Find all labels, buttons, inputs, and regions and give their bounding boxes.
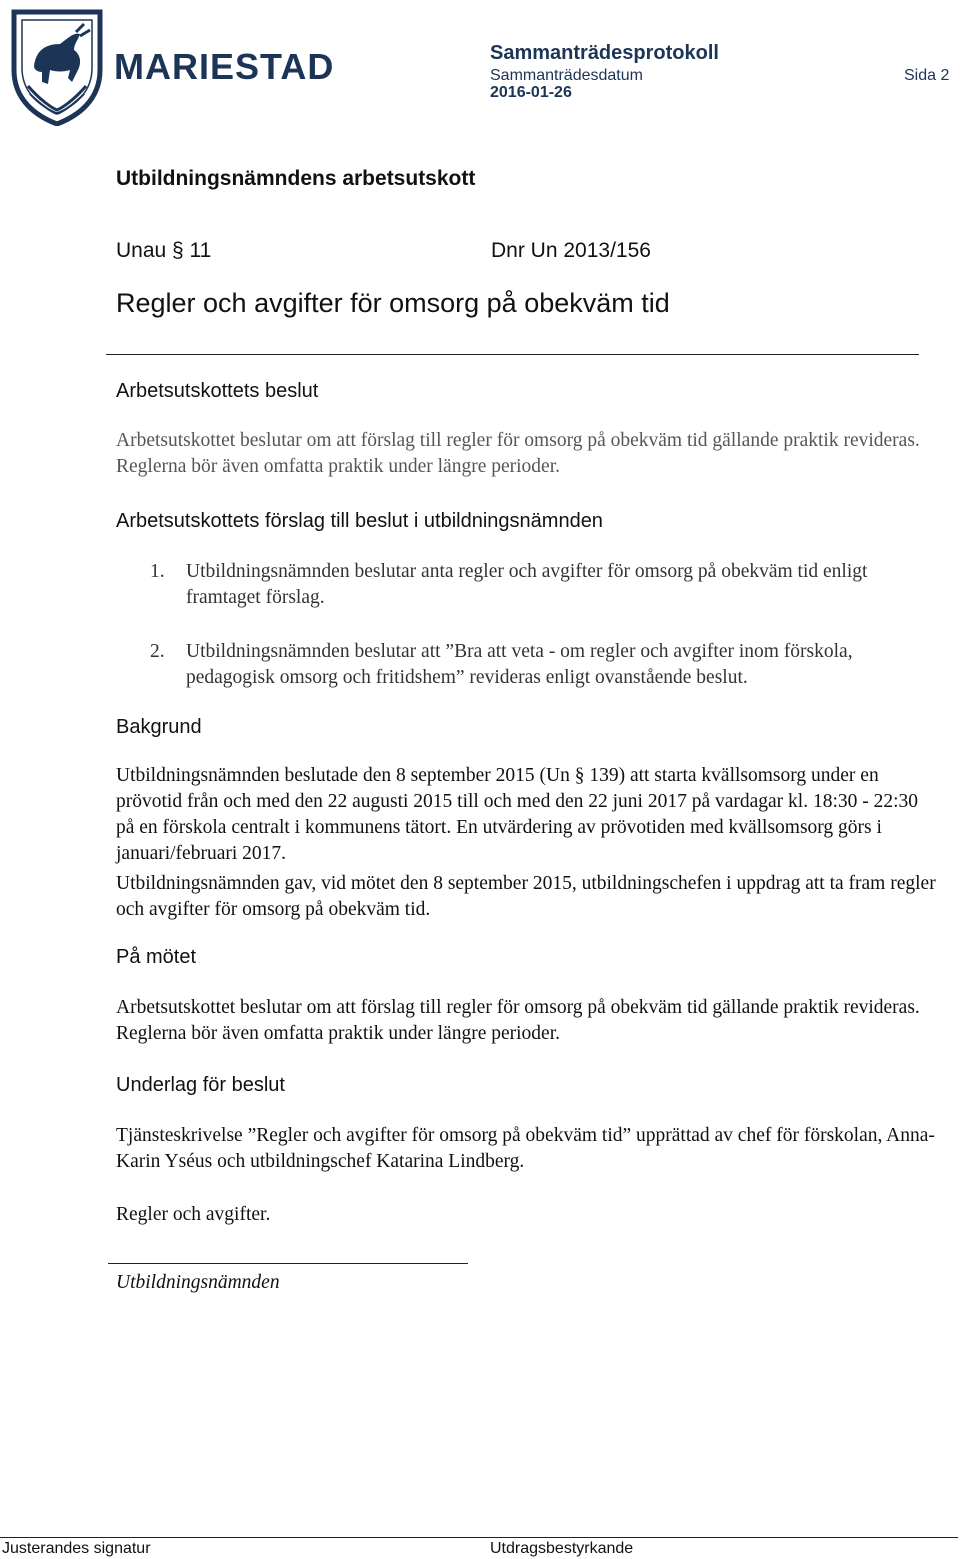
decision-heading: Arbetsutskottets beslut — [116, 380, 319, 402]
proposal-heading: Arbetsutskottets förslag till beslut i utbildningsnämnden — [116, 510, 603, 532]
page-number: Sida 2 — [904, 67, 950, 84]
brand-name: MARIESTAD — [114, 46, 335, 87]
document-type: Sammanträdesprotokoll — [490, 42, 719, 64]
footer-signature-label: Justerandes signatur — [2, 1540, 151, 1557]
meeting-text: Arbetsutskottet beslutar om att förslag till regler för omsorg på obekväm tid gällande praktik revideras. Reglerna bör även omfatta praktik under längre perioder. — [116, 997, 920, 1044]
committee-name: Utbildningsnämndens arbetsutskott — [116, 167, 476, 190]
list-item-text: Utbildningsnämnden beslutar anta regler och avgifter för omsorg på obekväm tid enligt framtaget förslag. — [186, 561, 868, 608]
mariestad-logo — [8, 8, 335, 126]
footer-divider — [0, 1537, 958, 1538]
basis-attachment: Regler och avgifter. — [116, 1204, 271, 1225]
signature-line — [108, 1263, 468, 1264]
paragraph-number: Unau § 11 — [116, 239, 212, 262]
background-text: Utbildningsnämnden beslutade den 8 september 2015 (Un § 139) att starta kvällsomsorg under en prövotid från och med den 22 augusti 2015 till och med den 22 juni 2017 på vardagar kl. 18:30 - 22:30 på en förskola centralt i kommunens tätort. En utvärdering av prövotiden med kvällsomsorg görs i januari/februari 2017. — [116, 765, 919, 864]
background-text-continued: Utbildningsnämnden gav, vid mötet den 8 september 2015, utbildningschefen i uppdrag att ta fram regler och avgifter för omsorg på obekväm tid. — [116, 873, 936, 920]
meeting-date-label: Sammanträdesdatum — [490, 67, 643, 84]
coat-of-arms-icon — [8, 8, 108, 126]
meeting-heading: På mötet — [116, 946, 197, 968]
meeting-date: 2016-01-26 — [490, 84, 572, 101]
decision-text: Arbetsutskottet beslutar om att förslag till regler för omsorg på obekväm tid gällande praktik revideras. Reglerna bör även omfatta praktik under längre perioder. — [116, 430, 920, 477]
recipient: Utbildningsnämnden — [116, 1272, 280, 1293]
list-item-text: Utbildningsnämnden beslutar att ”Bra att veta - om regler och avgifter inom förskola, pedagogisk omsorg och fritidshem” revideras enligt ovanstående beslut. — [186, 641, 853, 688]
basis-text: Tjänsteskrivelse ”Regler och avgifter för omsorg på obekväm tid” upprättad av chef för förskolan, Anna-Karin Yséus och utbildningschef Katarina Lindberg. — [116, 1125, 935, 1172]
background-heading: Bakgrund — [116, 716, 202, 738]
title-divider — [106, 354, 919, 355]
list-item-number: 2. — [150, 641, 165, 662]
registration-number: Dnr Un 2013/156 — [491, 239, 651, 262]
list-item-number: 1. — [150, 561, 165, 582]
footer-certification-label: Utdragsbestyrkande — [490, 1540, 634, 1557]
basis-heading: Underlag för beslut — [116, 1074, 285, 1096]
page-title: Regler och avgifter för omsorg på obekväm tid — [116, 288, 670, 318]
